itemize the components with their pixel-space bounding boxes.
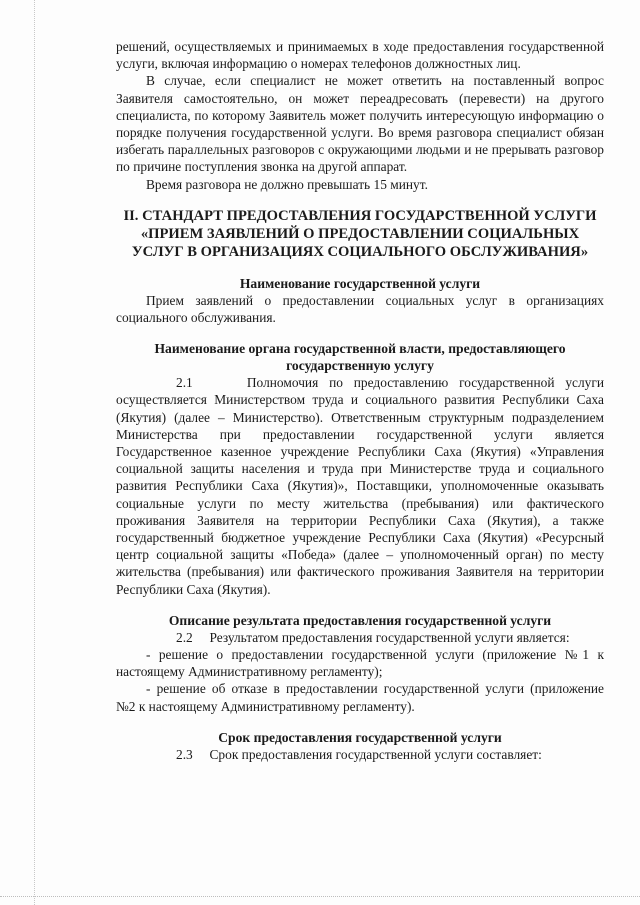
clause-2-2-number: 2.2 bbox=[176, 629, 193, 645]
service-name-text: Прием заявлений о предоставлении социальных услуг в организациях социального обслуживания. bbox=[116, 292, 604, 326]
clause-2-3-text: Срок предоставления государственной услуги составляет: bbox=[209, 746, 542, 762]
clause-2-1-number: 2.1 bbox=[176, 375, 193, 391]
result-item-2: - решение об отказе в предоставлении государственной услуги (приложение №2 к настоящему Административному регламенту). bbox=[116, 681, 604, 714]
clause-2-2 bbox=[116, 629, 604, 646]
scan-bottom-line bbox=[0, 896, 640, 897]
scan-margin-line bbox=[34, 0, 35, 905]
clause-2-1 bbox=[116, 374, 604, 598]
intro-paragraph-1: решений, осуществляемых и принимаемых в ходе предоставления государственной услуги, включая информацию о номерах телефонов должностных лиц. bbox=[116, 39, 604, 72]
section-2-title: II. СТАНДАРТ ПРЕДОСТАВЛЕНИЯ ГОСУДАРСТВЕННОЙ УСЛУГИ «ПРИЕМ ЗАЯВЛЕНИЙ О ПРЕДОСТАВЛЕНИИ СОЦИАЛЬНЫХ УСЛУГ В ОРГАНИЗАЦИЯХ СОЦИАЛЬНОГО ОБСЛУЖИВАНИЯ» bbox=[123, 207, 597, 260]
authority-heading: Наименование органа государственной власти, предоставляющего государственную услугу bbox=[154, 341, 566, 374]
intro-paragraph-2: В случае, если специалист не может ответить на поставленный вопрос Заявителя самостоятельно, он может переадресовать (перевести) на другого специалиста, по которому Заявитель может получить интересующую информацию о порядке получения государственной услуги. Во время разговора специалист обязан избегать параллельных разговоров с окружающими людьми и не прерывать разговор по причине поступления звонка на другой аппарат. bbox=[116, 73, 604, 175]
result-item-1: - решение о предоставлении государственной услуги (приложение №1 к настоящему Административному регламенту); bbox=[116, 647, 604, 680]
result-heading: Описание результата предоставления государственной услуги bbox=[168, 612, 552, 628]
service-name-heading: Наименование государственной услуги bbox=[239, 275, 481, 291]
clause-2-2-text: Результатом предоставления государственной услуги является: bbox=[209, 629, 570, 645]
clause-2-3-number: 2.3 bbox=[176, 746, 193, 762]
clause-2-1-text: Полномочия по предоставлению государственной услуги осуществляется Министерством труда и социального развития Республики Саха (Якутия) (далее – Министерство). Ответственным структурным подразделением Министерства при предоставлении государственной услуги является Государственное казенное учреждение Республики Саха (Якутия) «Управления социальной защиты населения и труда при Министерстве труда и социального развития Республики Саха (Якутия)», Поставщики, уполномоченные оказывать социальные услуги по месту жительства (пребывания) или фактического проживания Заявителя на территории Республики Саха (Якутия), а также государственный бюджетное учреждение Республики Саха (Якутия) «Ресурсный центр социальной защиты «Победа» (далее – уполномоченный орган) по месту жительства (пребывания) или фактического проживания Заявителя на территории Республики Саха (Якутия). bbox=[116, 375, 604, 597]
intro-paragraph-3: Время разговора не должно превышать 15 минут. bbox=[146, 176, 428, 192]
term-heading: Срок предоставления государственной услуги bbox=[218, 729, 502, 745]
clause-2-3 bbox=[116, 746, 604, 763]
document-body bbox=[116, 38, 604, 763]
